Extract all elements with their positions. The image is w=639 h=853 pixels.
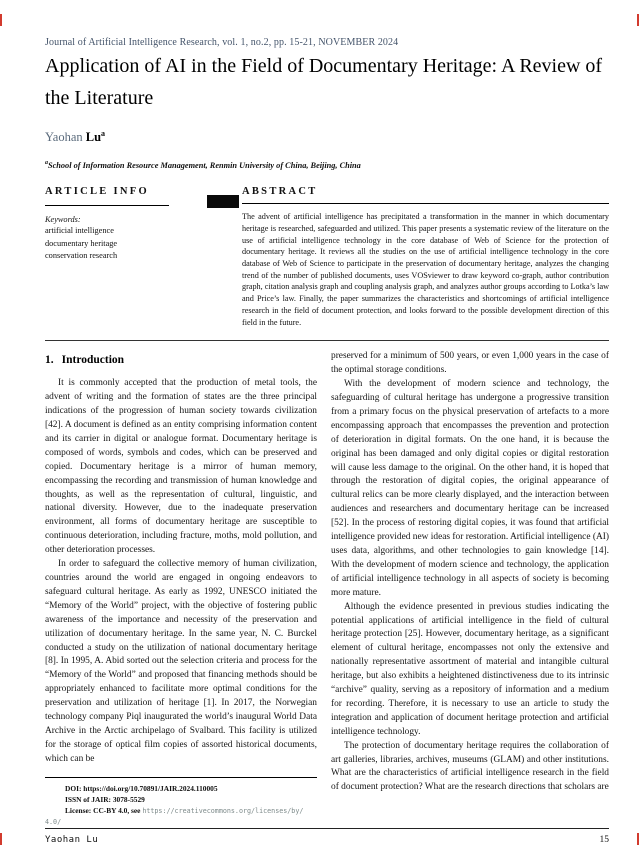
paper-header (45, 0, 609, 170)
license-url-continuation[interactable]: 4.0/ (45, 817, 62, 826)
footnote-rule (45, 777, 317, 778)
first-page-footnote (45, 777, 317, 828)
abstract-panel (242, 186, 609, 328)
journal-citation-line: Journal of Artificial Intelligence Research, vol. 1, no.2, pp. 15-21, NOVEMBER 2024 (45, 37, 399, 48)
abstract-heading: ABSTRACT (242, 186, 318, 198)
page-number: 15 (599, 835, 609, 845)
affiliation-text: School of Information Resource Management, Renmin University of China, Beijing, China (48, 161, 361, 171)
body-paragraph: With the development of modern science and technology, the safeguarding of cultural heritage has undergone a progressive transition from a primary focus on the physical preservation of artefacts to a more encompassing approach that encompasses the prevention and protection of deterioration in digital formats. On the one hand, it is because the original has been damaged and only digital copies or digital restoration will cause less damage to the original. On the other hand, it is hoped that through the restoration of digital copies, the original appearance of cultural relics can be more clearly displayed, and the interaction between audiences and researchers and documentary heritage can be increased [52]. In the process of restoring digital copies, it was found that artificial intelligence provided new ideas for restoration. Artificial intelligence (AI) uses data, algorithms, and other technologies to gain knowledge [14]. With the development of modern science and technology, the application of artificial intelligence technology in all aspects of society is becoming more mature. (331, 379, 609, 598)
paper-title: Application of AI in the Field of Documentary Heritage: A Review of the Literature (45, 55, 603, 109)
body-paragraph: preserved for a minimum of 500 years, or even 1,000 years in the case of the optimal storage conditions. (331, 351, 609, 376)
affiliation-line (45, 160, 609, 170)
author-given-name: Yaohan (45, 130, 83, 145)
article-info-heading: ARTICLE INFO (45, 186, 149, 198)
body-right-column (331, 350, 609, 827)
author-line (45, 129, 609, 145)
footer-author-name: Yaohan Lu (45, 835, 99, 845)
article-info-rule (45, 205, 169, 206)
body-paragraph: Although the evidence presented in previous studies indicating the potential applications of artificial intelligence in the field of cultural heritage protection [25]. However, documentary heritage, as a significant element of cultural heritage, encompasses not only the extensive and nationally representative assortment of material and intangible cultural heritage, but also exhibits a heightened distinctiveness due to its intrinsic “archive” quality, serving as a repository of information and a medium for recording. Therefore, it is necessary to use an article to study the integration and application of document heritage protection and artificial intelligence technology. (331, 601, 609, 737)
keywords-label: Keywords: (45, 215, 81, 225)
section-title: Introduction (61, 354, 125, 367)
issn-line: ISSN of JAIR: 3078-5529 (65, 794, 145, 804)
keyword-item: artificial intelligence (45, 226, 114, 236)
author-affiliation-mark: a (101, 129, 106, 139)
license-line (45, 805, 317, 816)
body-left-column (45, 350, 317, 827)
license-url[interactable]: https://creativecommons.org/licenses/by/ (142, 807, 304, 816)
keyword-item: conservation research (45, 250, 118, 260)
license-label: License: CC-BY 4.0, see (65, 806, 141, 816)
abstract-text: The advent of artificial intelligence has precipitated a transformation in the manner in which documentary heritage is researched, safeguarded and utilized. This paper presents a systematic review of the literature on the use of artificial intelligence technology in the core database of Web of Science for the protection of documentary heritage. It reviews all the studies on the use of artificial intelligence technology in the core database of Web of Science to participate in the preservation of documentary heritage, analyzes the changing trend of the number of published documents, uses VOSviewer to draw keyword co-graph, author contribution graph, citation analysis graph and coupling analysis graph, and analyzes author groups according to Lotka’s law and Price’s law. Finally, the paper summarizes the characteristics and shortcomings of artificial intelligence research in the field of document protection, and looks forward to the possible development direction of this field in the future. (242, 212, 609, 327)
doi-line: DOI: https://doi.org/10.70891/JAIR.2024.110005 (65, 783, 218, 793)
body-paragraph: The protection of documentary heritage requires the collaboration of art galleries, libraries, archives, museums (GLAM) and other institutions. What are the characteristics of artificial intelligence research in the field of document protection? What are the research directions that scholars are (331, 740, 609, 793)
crop-mark-top-left (0, 14, 2, 26)
abstract-marker-rect (207, 195, 239, 208)
section-number: 1. (45, 354, 54, 367)
header-body-divider (45, 340, 609, 341)
crop-mark-bottom-left (0, 833, 2, 845)
body-paragraph: In order to safeguard the collective memory of human civilization, countries around the world are engaged in ongoing endeavors to safeguard cultural heritage. As early as 1992, UNESCO initiated the “Memory of the World” project, with the objective of fostering public awareness of the importance and necessity of the preservation and utilization of documentary heritage. In the same year, N. C. Burckel conducted a study on the utilization of national documentary heritage [8]. In 1995, A. Abid sorted out the selection criteria and process for the “Memory of the World” and proposed that financing methods should be appropriately enhanced to facilitate more optimal conditions for the preservation and utilization of heritage [1]. In 2017, the Norwegian technology company Piql inaugurated the world’s inaugural World Data Archive in the Arctic archipelago of Svalbard. This facility is utilized for the storage of optical film copies of assorted historical documents, which can be (45, 559, 317, 764)
article-info-abstract-section (45, 186, 609, 328)
article-info-panel (45, 186, 195, 328)
author-family-name: Lu (85, 130, 102, 145)
paper-body (45, 350, 609, 827)
abstract-rule (242, 203, 609, 204)
section-heading-introduction (45, 352, 317, 369)
keyword-item: documentary heritage (45, 238, 118, 248)
left-column-text (45, 350, 317, 772)
page-footer (45, 828, 609, 845)
affiliation-mark: a (45, 160, 48, 167)
body-paragraph: It is commonly accepted that the production of metal tools, the advent of writing and the formation of states are the three principal indications of the progression of human society towards civilization [42]. A document is defined as an entity comprising information content and its carrier in digital or analogue format. Documentary heritage is composed of words, symbols and codes, which can be preserved and copied. Documentary heritage is a mirror of human memory, encompassing the recording and transmission of human knowledge and thoughts, as well as the representation of cultural, linguistic, and national diversity. However, due to the inadequate preservation environment, all forms of documentary heritage are susceptible to continuous deterioration, including fracture, moths, mold pollution, and other deterioration processes. (45, 378, 317, 556)
